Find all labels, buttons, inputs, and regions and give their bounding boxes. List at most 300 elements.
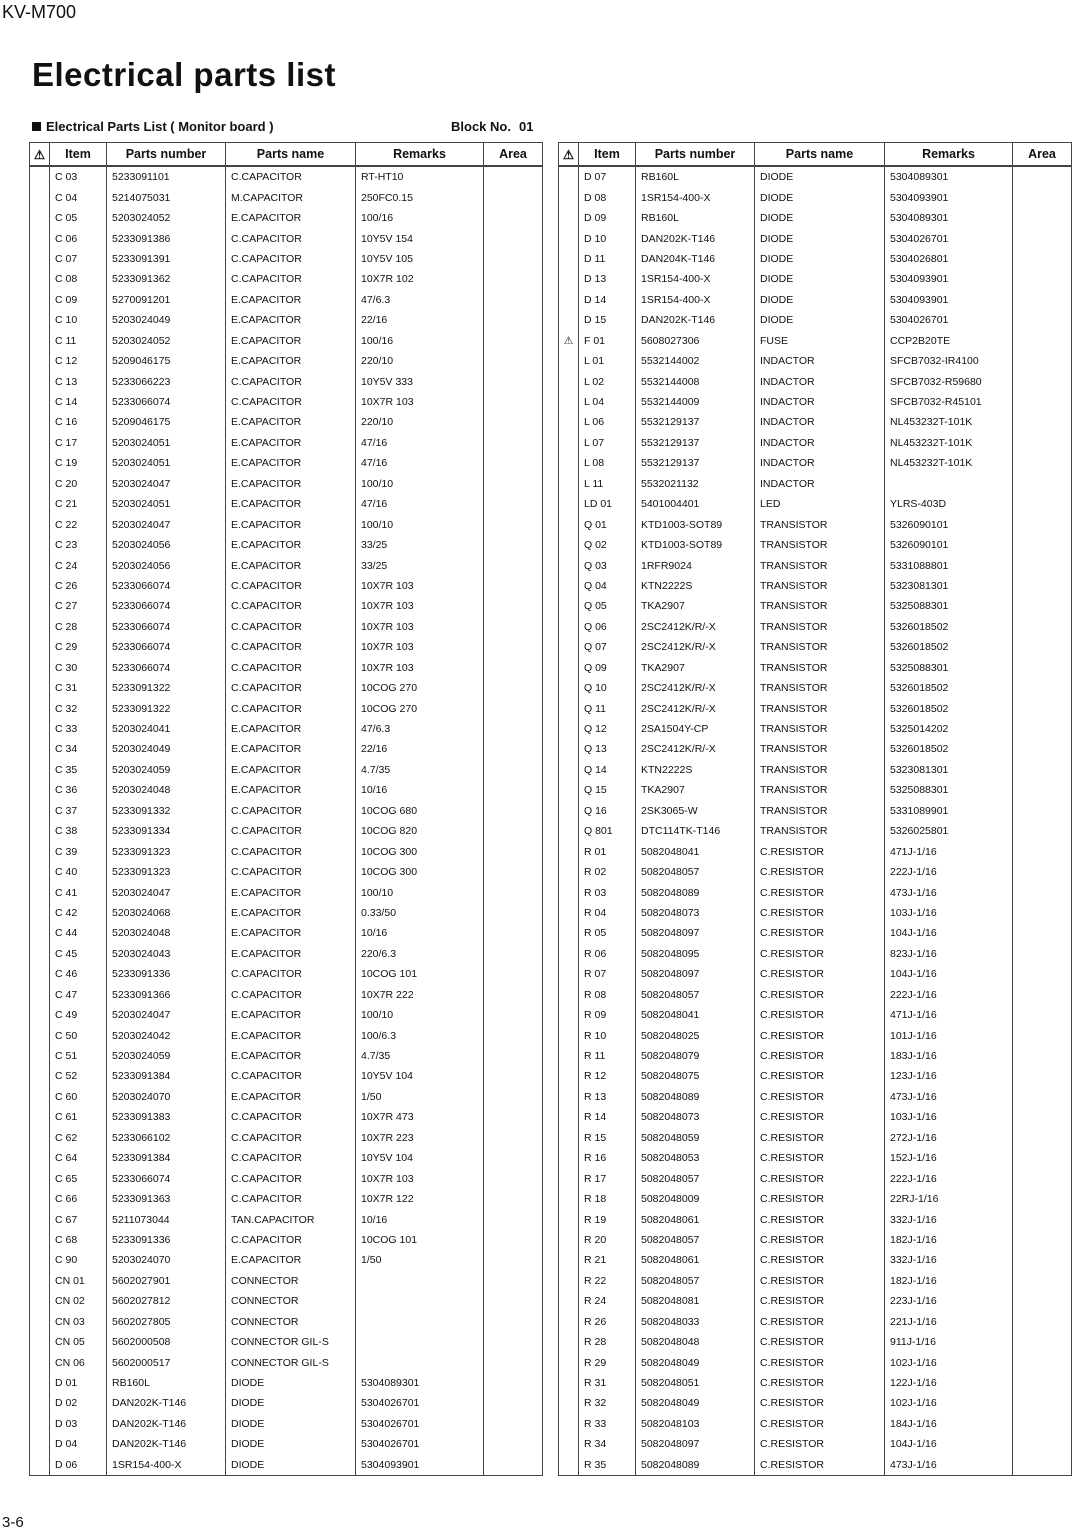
area-cell bbox=[484, 923, 543, 943]
area-cell bbox=[484, 392, 543, 412]
parts-name-cell: TRANSISTOR bbox=[755, 760, 885, 780]
table-row bbox=[559, 923, 1072, 943]
parts-number-cell: 5082048057 bbox=[636, 862, 755, 882]
warning-cell bbox=[30, 474, 50, 494]
table-row bbox=[559, 1414, 1072, 1434]
parts-name-cell: E.CAPACITOR bbox=[226, 780, 356, 800]
item-cell: C 46 bbox=[50, 964, 107, 984]
parts-number-cell: RB160L bbox=[636, 208, 755, 228]
item-cell: C 52 bbox=[50, 1066, 107, 1086]
table-row bbox=[559, 719, 1072, 739]
area-cell bbox=[1013, 658, 1072, 678]
area-cell bbox=[1013, 555, 1072, 575]
table-row bbox=[30, 310, 543, 330]
area-cell bbox=[1013, 1250, 1072, 1270]
parts-name-cell: C.RESISTOR bbox=[755, 1312, 885, 1332]
table-row bbox=[559, 576, 1072, 596]
parts-number-cell: 5233091362 bbox=[107, 269, 226, 289]
parts-number-cell: 5532144002 bbox=[636, 351, 755, 371]
table-row bbox=[30, 1128, 543, 1148]
area-cell bbox=[1013, 433, 1072, 453]
item-cell: C 11 bbox=[50, 331, 107, 351]
area-cell bbox=[1013, 412, 1072, 432]
parts-name-cell: DIODE bbox=[226, 1373, 356, 1393]
parts-number-cell: 5602000508 bbox=[107, 1332, 226, 1352]
warning-cell bbox=[559, 310, 579, 330]
warning-cell bbox=[559, 903, 579, 923]
parts-name-cell: C.CAPACITOR bbox=[226, 1148, 356, 1168]
parts-number-cell: 5082048097 bbox=[636, 1434, 755, 1454]
table-row bbox=[559, 1046, 1072, 1066]
parts-number-cell: 5203024047 bbox=[107, 1005, 226, 1025]
item-cell: C 61 bbox=[50, 1107, 107, 1127]
table-row bbox=[30, 1148, 543, 1168]
area-cell bbox=[1013, 1128, 1072, 1148]
item-cell: Q 11 bbox=[579, 698, 636, 718]
remarks-cell: 4.7/35 bbox=[356, 760, 484, 780]
parts-name-cell: E.CAPACITOR bbox=[226, 351, 356, 371]
parts-number-cell: 1SR154-400-X bbox=[107, 1455, 226, 1476]
parts-number-cell: 5082048009 bbox=[636, 1189, 755, 1209]
parts-name-cell: E.CAPACITOR bbox=[226, 555, 356, 575]
parts-name-cell: E.CAPACITOR bbox=[226, 903, 356, 923]
table-row bbox=[30, 208, 543, 228]
parts-name-cell: FUSE bbox=[755, 331, 885, 351]
remarks-cell bbox=[885, 474, 1013, 494]
remarks-cell: 223J-1/16 bbox=[885, 1291, 1013, 1311]
parts-number-cell: 5532129137 bbox=[636, 412, 755, 432]
remarks-cell: 22/16 bbox=[356, 739, 484, 759]
item-cell: R 18 bbox=[579, 1189, 636, 1209]
table-row bbox=[30, 1230, 543, 1250]
remarks-cell: 47/16 bbox=[356, 433, 484, 453]
table-row bbox=[559, 596, 1072, 616]
warning-cell bbox=[559, 1025, 579, 1045]
parts-name-cell: E.CAPACITOR bbox=[226, 1025, 356, 1045]
item-cell: R 29 bbox=[579, 1352, 636, 1372]
parts-name-cell: C.RESISTOR bbox=[755, 1128, 885, 1148]
parts-number-cell: 5233091323 bbox=[107, 862, 226, 882]
item-cell: R 13 bbox=[579, 1087, 636, 1107]
parts-name-cell: C.CAPACITOR bbox=[226, 576, 356, 596]
parts-number-cell: 5082048057 bbox=[636, 1271, 755, 1291]
parts-number-cell: 5203024068 bbox=[107, 903, 226, 923]
area-cell bbox=[1013, 1087, 1072, 1107]
table-header-row bbox=[559, 143, 1072, 167]
parts-name-cell: E.CAPACITOR bbox=[226, 923, 356, 943]
parts-number-cell: 2SC2412K/R/-X bbox=[636, 739, 755, 759]
warning-cell bbox=[30, 985, 50, 1005]
parts-number-cell: RB160L bbox=[107, 1373, 226, 1393]
parts-name-cell: C.CAPACITOR bbox=[226, 964, 356, 984]
area-cell bbox=[1013, 1373, 1072, 1393]
table-row bbox=[559, 1005, 1072, 1025]
area-cell bbox=[484, 351, 543, 371]
remarks-cell: 5331088801 bbox=[885, 555, 1013, 575]
remarks-cell: 5304026701 bbox=[356, 1434, 484, 1454]
item-cell: R 12 bbox=[579, 1066, 636, 1086]
item-cell: D 07 bbox=[579, 166, 636, 187]
parts-name-cell: INDACTOR bbox=[755, 371, 885, 391]
remarks-cell: 10COG 300 bbox=[356, 862, 484, 882]
table-row bbox=[30, 453, 543, 473]
item-cell: Q 801 bbox=[579, 821, 636, 841]
table-row bbox=[30, 1455, 543, 1476]
parts-name-cell: C.CAPACITOR bbox=[226, 637, 356, 657]
table-row bbox=[559, 780, 1072, 800]
parts-name-cell: TRANSISTOR bbox=[755, 678, 885, 698]
warning-cell bbox=[30, 535, 50, 555]
warning-cell bbox=[30, 1271, 50, 1291]
parts-number-cell: 5209046175 bbox=[107, 412, 226, 432]
item-cell: C 31 bbox=[50, 678, 107, 698]
warning-cell bbox=[30, 739, 50, 759]
parts-number-cell: 5401004401 bbox=[636, 494, 755, 514]
item-cell: L 04 bbox=[579, 392, 636, 412]
warning-cell bbox=[30, 208, 50, 228]
item-cell: C 06 bbox=[50, 228, 107, 248]
warning-cell bbox=[30, 433, 50, 453]
table-row bbox=[559, 535, 1072, 555]
warning-cell bbox=[559, 882, 579, 902]
block-number bbox=[451, 119, 533, 134]
table-row bbox=[30, 1107, 543, 1127]
warning-cell bbox=[559, 269, 579, 289]
remarks-cell: 5325088301 bbox=[885, 780, 1013, 800]
remarks-cell: 0.33/50 bbox=[356, 903, 484, 923]
remarks-cell: 5326090101 bbox=[885, 535, 1013, 555]
parts-number-cell: 5082048097 bbox=[636, 923, 755, 943]
remarks-cell: 10COG 270 bbox=[356, 698, 484, 718]
remarks-cell: 10Y5V 104 bbox=[356, 1066, 484, 1086]
remarks-cell: 272J-1/16 bbox=[885, 1128, 1013, 1148]
remarks-cell: 102J-1/16 bbox=[885, 1352, 1013, 1372]
parts-number-cell: 5203024041 bbox=[107, 719, 226, 739]
area-cell bbox=[1013, 1291, 1072, 1311]
table-row bbox=[559, 412, 1072, 432]
table-row bbox=[559, 841, 1072, 861]
area-cell bbox=[1013, 1455, 1072, 1476]
item-cell: C 35 bbox=[50, 760, 107, 780]
parts-number-cell: 5233066074 bbox=[107, 637, 226, 657]
remarks-cell: 5304089301 bbox=[885, 166, 1013, 187]
warning-cell bbox=[559, 1148, 579, 1168]
warning-cell bbox=[30, 310, 50, 330]
parts-number-cell: 2SA1504Y-CP bbox=[636, 719, 755, 739]
table-row bbox=[559, 555, 1072, 575]
parts-number-cell: 5233091322 bbox=[107, 678, 226, 698]
parts-number-cell: 5532144009 bbox=[636, 392, 755, 412]
parts-number-cell: 5082048051 bbox=[636, 1373, 755, 1393]
area-cell bbox=[484, 1393, 543, 1413]
parts-name-cell: CONNECTOR GIL-S bbox=[226, 1332, 356, 1352]
warning-cell bbox=[559, 923, 579, 943]
warning-cell bbox=[30, 801, 50, 821]
parts-number-cell: 5203024042 bbox=[107, 1025, 226, 1045]
page-title: Electrical parts list bbox=[32, 56, 336, 93]
remarks-cell: 10Y5V 333 bbox=[356, 371, 484, 391]
warning-cell bbox=[559, 1291, 579, 1311]
warning-cell bbox=[559, 1332, 579, 1352]
area-cell bbox=[1013, 535, 1072, 555]
remarks-cell: NL453232T-101K bbox=[885, 453, 1013, 473]
parts-name-cell: CONNECTOR bbox=[226, 1291, 356, 1311]
parts-number-cell: TKA2907 bbox=[636, 780, 755, 800]
area-cell bbox=[484, 801, 543, 821]
parts-number-cell: 5082048048 bbox=[636, 1332, 755, 1352]
warning-cell bbox=[30, 1128, 50, 1148]
parts-number-cell: 5203024070 bbox=[107, 1250, 226, 1270]
warning-cell bbox=[30, 596, 50, 616]
warning-cell bbox=[30, 1107, 50, 1127]
remarks-cell: 10COG 680 bbox=[356, 801, 484, 821]
remarks-cell: 5323081301 bbox=[885, 576, 1013, 596]
table-row bbox=[559, 903, 1072, 923]
warning-cell bbox=[559, 658, 579, 678]
item-cell: Q 12 bbox=[579, 719, 636, 739]
table-row bbox=[30, 1393, 543, 1413]
parts-name-cell: E.CAPACITOR bbox=[226, 412, 356, 432]
item-cell: R 04 bbox=[579, 903, 636, 923]
parts-name-cell: C.RESISTOR bbox=[755, 1066, 885, 1086]
item-cell: C 60 bbox=[50, 1087, 107, 1107]
table-row bbox=[30, 637, 543, 657]
item-cell: R 22 bbox=[579, 1271, 636, 1291]
parts-number-cell: 2SC2412K/R/-X bbox=[636, 617, 755, 637]
table-row bbox=[559, 166, 1072, 187]
area-cell bbox=[1013, 269, 1072, 289]
area-cell bbox=[484, 576, 543, 596]
parts-name-cell: C.CAPACITOR bbox=[226, 821, 356, 841]
item-cell: C 45 bbox=[50, 944, 107, 964]
item-cell: D 08 bbox=[579, 187, 636, 207]
table-row bbox=[559, 453, 1072, 473]
remarks-cell: 47/16 bbox=[356, 494, 484, 514]
parts-name-cell: C.RESISTOR bbox=[755, 1148, 885, 1168]
area-cell bbox=[484, 1066, 543, 1086]
remarks-cell: 5326018502 bbox=[885, 698, 1013, 718]
remarks-cell: 103J-1/16 bbox=[885, 903, 1013, 923]
parts-name-cell: C.RESISTOR bbox=[755, 1250, 885, 1270]
parts-number-cell: 1SR154-400-X bbox=[636, 269, 755, 289]
warning-cell bbox=[559, 453, 579, 473]
parts-number-cell: 5233091323 bbox=[107, 841, 226, 861]
table-row bbox=[559, 739, 1072, 759]
area-cell bbox=[484, 412, 543, 432]
area-cell bbox=[484, 637, 543, 657]
remarks-cell bbox=[356, 1271, 484, 1291]
warning-cell bbox=[30, 841, 50, 861]
parts-number-cell: 5532021132 bbox=[636, 474, 755, 494]
table-row bbox=[559, 1209, 1072, 1229]
remarks-cell bbox=[356, 1312, 484, 1332]
remarks-cell: 5326018502 bbox=[885, 739, 1013, 759]
remarks-cell: 5304026701 bbox=[356, 1393, 484, 1413]
table-row bbox=[30, 1291, 543, 1311]
table-row bbox=[559, 269, 1072, 289]
item-cell: C 34 bbox=[50, 739, 107, 759]
parts-name-cell: TRANSISTOR bbox=[755, 637, 885, 657]
warning-cell bbox=[559, 228, 579, 248]
warning-icon: ⚠ bbox=[559, 143, 579, 167]
parts-name-cell: C.CAPACITOR bbox=[226, 371, 356, 391]
parts-number-cell: 5082048075 bbox=[636, 1066, 755, 1086]
parts-number-cell: DAN202K-T146 bbox=[107, 1414, 226, 1434]
item-cell: D 10 bbox=[579, 228, 636, 248]
parts-number-cell: TKA2907 bbox=[636, 596, 755, 616]
item-cell: Q 10 bbox=[579, 678, 636, 698]
warning-cell bbox=[559, 187, 579, 207]
parts-name-cell: INDACTOR bbox=[755, 453, 885, 473]
item-cell: R 01 bbox=[579, 841, 636, 861]
area-cell bbox=[1013, 678, 1072, 698]
area-cell bbox=[1013, 208, 1072, 228]
parts-number-cell: 5203024051 bbox=[107, 453, 226, 473]
remarks-cell: 911J-1/16 bbox=[885, 1332, 1013, 1352]
remarks-cell: 47/6.3 bbox=[356, 290, 484, 310]
area-cell bbox=[1013, 310, 1072, 330]
warning-cell bbox=[559, 841, 579, 861]
item-cell: CN 06 bbox=[50, 1352, 107, 1372]
parts-name-cell: E.CAPACITOR bbox=[226, 494, 356, 514]
table-row bbox=[30, 1312, 543, 1332]
warning-cell bbox=[559, 617, 579, 637]
remarks-cell: 10X7R 102 bbox=[356, 269, 484, 289]
parts-number-cell: 1SR154-400-X bbox=[636, 290, 755, 310]
item-cell: C 33 bbox=[50, 719, 107, 739]
parts-name-cell: C.RESISTOR bbox=[755, 1005, 885, 1025]
remarks-cell: 10Y5V 154 bbox=[356, 228, 484, 248]
area-cell bbox=[1013, 719, 1072, 739]
parts-name-cell: C.RESISTOR bbox=[755, 862, 885, 882]
area-cell bbox=[1013, 1107, 1072, 1127]
warning-cell bbox=[559, 412, 579, 432]
table-row bbox=[559, 617, 1072, 637]
warning-cell bbox=[559, 1312, 579, 1332]
warning-cell bbox=[559, 801, 579, 821]
table-row bbox=[559, 433, 1072, 453]
parts-name-cell: TRANSISTOR bbox=[755, 555, 885, 575]
item-cell: C 51 bbox=[50, 1046, 107, 1066]
area-cell bbox=[484, 166, 543, 187]
warning-cell bbox=[30, 903, 50, 923]
item-cell: C 41 bbox=[50, 882, 107, 902]
parts-number-cell: 5082048049 bbox=[636, 1393, 755, 1413]
area-cell bbox=[484, 1332, 543, 1352]
remarks-cell: 47/16 bbox=[356, 453, 484, 473]
table-row bbox=[30, 535, 543, 555]
area-cell bbox=[1013, 1209, 1072, 1229]
area-cell bbox=[484, 1025, 543, 1045]
warning-cell bbox=[30, 576, 50, 596]
warning-cell bbox=[559, 964, 579, 984]
table-row bbox=[30, 249, 543, 269]
area-cell bbox=[484, 1434, 543, 1454]
area-cell bbox=[484, 1352, 543, 1372]
item-cell: C 13 bbox=[50, 371, 107, 391]
warning-cell bbox=[30, 1250, 50, 1270]
parts-number-cell: TKA2907 bbox=[636, 658, 755, 678]
parts-number-cell: 5203024056 bbox=[107, 535, 226, 555]
warning-cell bbox=[30, 1046, 50, 1066]
remarks-cell: 10Y5V 104 bbox=[356, 1148, 484, 1168]
warning-cell bbox=[30, 1455, 50, 1476]
table-row bbox=[559, 1271, 1072, 1291]
table-row bbox=[30, 658, 543, 678]
area-cell bbox=[1013, 1352, 1072, 1372]
parts-number-cell: 5233066074 bbox=[107, 392, 226, 412]
remarks-cell: 250FC0.15 bbox=[356, 187, 484, 207]
table-row bbox=[30, 1005, 543, 1025]
item-cell: C 16 bbox=[50, 412, 107, 432]
warning-cell bbox=[30, 228, 50, 248]
table-row bbox=[559, 1189, 1072, 1209]
area-cell bbox=[484, 1250, 543, 1270]
area-cell bbox=[484, 1148, 543, 1168]
table-row bbox=[30, 1414, 543, 1434]
table-row bbox=[30, 964, 543, 984]
item-cell: R 31 bbox=[579, 1373, 636, 1393]
remarks-cell: 100/10 bbox=[356, 882, 484, 902]
parts-name-cell: C.RESISTOR bbox=[755, 1373, 885, 1393]
remarks-cell: 473J-1/16 bbox=[885, 1087, 1013, 1107]
parts-number-cell: 5602027805 bbox=[107, 1312, 226, 1332]
parts-number-cell: 5082048073 bbox=[636, 903, 755, 923]
parts-name-cell: C.CAPACITOR bbox=[226, 841, 356, 861]
remarks-cell: 5326018502 bbox=[885, 637, 1013, 657]
table-row bbox=[30, 678, 543, 698]
area-cell bbox=[484, 371, 543, 391]
item-cell: Q 14 bbox=[579, 760, 636, 780]
item-cell: C 64 bbox=[50, 1148, 107, 1168]
area-cell bbox=[1013, 290, 1072, 310]
parts-number-cell: 5082048095 bbox=[636, 944, 755, 964]
remarks-cell: 10X7R 103 bbox=[356, 637, 484, 657]
area-cell bbox=[1013, 249, 1072, 269]
item-cell: C 50 bbox=[50, 1025, 107, 1045]
remarks-cell: 220/10 bbox=[356, 412, 484, 432]
table-row bbox=[559, 862, 1072, 882]
warning-cell bbox=[559, 1087, 579, 1107]
parts-name-cell: C.CAPACITOR bbox=[226, 1189, 356, 1209]
area-cell bbox=[484, 1373, 543, 1393]
remarks-cell: 102J-1/16 bbox=[885, 1393, 1013, 1413]
area-cell bbox=[1013, 1434, 1072, 1454]
remarks-cell: 4.7/35 bbox=[356, 1046, 484, 1066]
remarks-cell: 47/6.3 bbox=[356, 719, 484, 739]
block-value: 01 bbox=[518, 119, 534, 134]
parts-name-cell: TRANSISTOR bbox=[755, 739, 885, 759]
area-cell bbox=[484, 1087, 543, 1107]
remarks-cell: RT-HT10 bbox=[356, 166, 484, 187]
table-row bbox=[30, 290, 543, 310]
parts-name-cell: C.RESISTOR bbox=[755, 964, 885, 984]
remarks-cell: 10COG 300 bbox=[356, 841, 484, 861]
parts-number-cell: 5233066074 bbox=[107, 617, 226, 637]
parts-number-cell: 5203024051 bbox=[107, 494, 226, 514]
column-header-parts-number: Parts number bbox=[636, 143, 755, 167]
table-row bbox=[30, 882, 543, 902]
warning-cell bbox=[559, 719, 579, 739]
warning-cell bbox=[559, 739, 579, 759]
area-cell bbox=[1013, 1066, 1072, 1086]
item-cell: C 21 bbox=[50, 494, 107, 514]
warning-cell bbox=[559, 944, 579, 964]
item-cell: C 22 bbox=[50, 514, 107, 534]
table-row bbox=[30, 719, 543, 739]
area-cell bbox=[484, 1128, 543, 1148]
remarks-cell: 10X7R 103 bbox=[356, 1168, 484, 1188]
